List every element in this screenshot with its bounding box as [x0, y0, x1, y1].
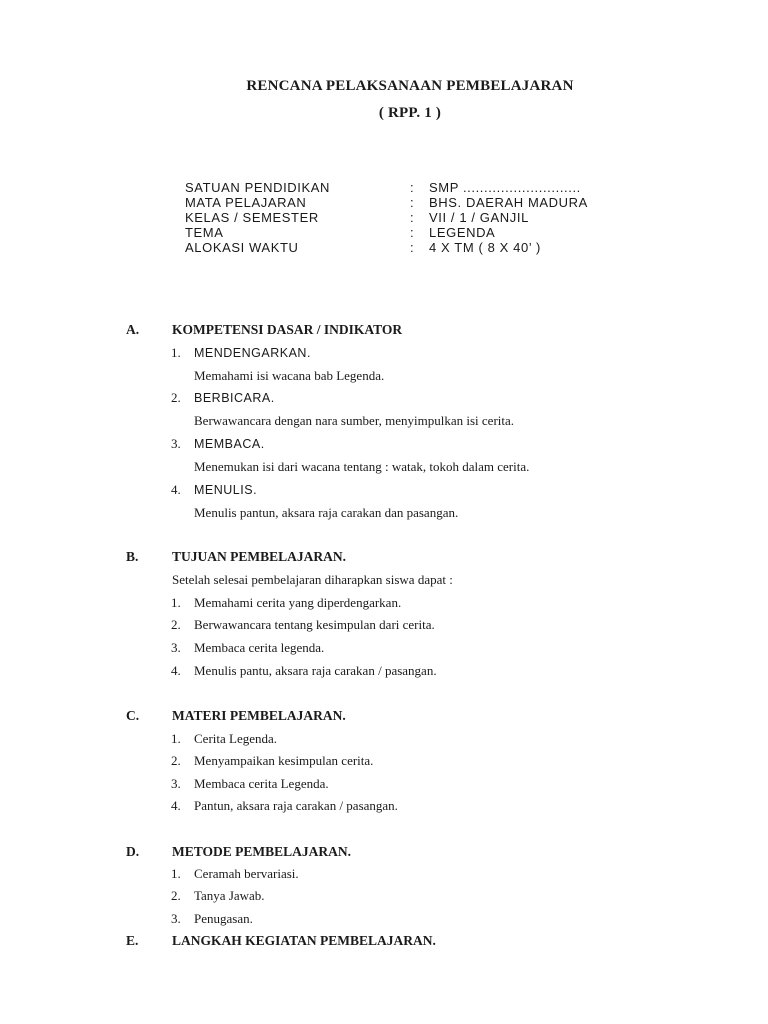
- list-item: Menyampaikan kesimpulan cerita.: [194, 753, 374, 768]
- section-letter-a: A.: [126, 322, 140, 337]
- list-item-heading: MENULIS.: [194, 483, 258, 497]
- list-number: 3.: [171, 640, 181, 655]
- list-number: 4.: [171, 663, 181, 678]
- section-letter-d: D.: [126, 844, 140, 859]
- list-item: Memahami cerita yang diperdengarkan.: [194, 595, 402, 610]
- info-colon: :: [410, 240, 415, 255]
- list-item-desc: Memahami isi wacana bab Legenda.: [194, 368, 385, 383]
- list-item: Membaca cerita legenda.: [194, 640, 325, 655]
- list-item: Ceramah bervariasi.: [194, 866, 299, 881]
- list-number: 4.: [171, 482, 181, 497]
- list-number: 1.: [171, 595, 181, 610]
- list-number: 4.: [171, 798, 181, 813]
- info-label: MATA PELAJARAN: [185, 195, 307, 210]
- list-item: Menulis pantu, aksara raja carakan / pasangan.: [194, 663, 437, 678]
- list-number: 1.: [171, 731, 181, 746]
- list-number: 3.: [171, 911, 181, 926]
- info-value: SMP ............................: [429, 180, 581, 195]
- info-colon: :: [410, 210, 415, 225]
- section-title-c: MATERI PEMBELAJARAN.: [172, 708, 346, 723]
- info-value: BHS. DAERAH MADURA: [429, 195, 588, 210]
- list-number: 2.: [171, 753, 181, 768]
- list-item: Penugasan.: [194, 911, 253, 926]
- section-letter-b: B.: [126, 549, 139, 564]
- list-number: 1.: [171, 866, 181, 881]
- info-colon: :: [410, 195, 415, 210]
- section-title-d: METODE PEMBELAJARAN.: [172, 844, 352, 859]
- list-number: 2.: [171, 390, 181, 405]
- list-item-desc: Menulis pantun, aksara raja carakan dan pasangan.: [194, 505, 459, 520]
- document-title: RENCANA PELAKSANAAN PEMBELAJARAN: [246, 78, 574, 94]
- list-number: 3.: [171, 776, 181, 791]
- info-colon: :: [410, 225, 415, 240]
- list-item: Pantun, aksara raja carakan / pasangan.: [194, 798, 398, 813]
- list-item-heading: MENDENGARKAN.: [194, 346, 311, 360]
- info-value: VII / 1 / GANJIL: [429, 210, 529, 225]
- list-number: 2.: [171, 888, 181, 903]
- section-title-a: KOMPETENSI DASAR / INDIKATOR: [172, 322, 403, 337]
- list-item-desc: Menemukan isi dari wacana tentang : watak, tokoh dalam cerita.: [194, 459, 530, 474]
- list-number: 3.: [171, 436, 181, 451]
- list-number: 1.: [171, 345, 181, 360]
- section-letter-c: C.: [126, 708, 140, 723]
- info-label: KELAS / SEMESTER: [185, 210, 319, 225]
- list-item: Berwawancara tentang kesimpulan dari cerita.: [194, 617, 435, 632]
- info-value: LEGENDA: [429, 225, 496, 240]
- info-value: 4 X TM ( 8 X 40’ ): [429, 240, 541, 255]
- list-number: 2.: [171, 617, 181, 632]
- section-title-e: LANGKAH KEGIATAN PEMBELAJARAN.: [172, 933, 436, 948]
- info-label: TEMA: [185, 225, 224, 240]
- section-letter-e: E.: [126, 933, 139, 948]
- list-item-desc: Berwawancara dengan nara sumber, menyimpulkan isi cerita.: [194, 413, 515, 428]
- info-colon: :: [410, 180, 415, 195]
- list-item-heading: MEMBACA.: [194, 437, 265, 451]
- section-title-b: TUJUAN PEMBELAJARAN.: [172, 549, 347, 564]
- list-item-heading: BERBICARA.: [194, 391, 275, 405]
- document-subtitle: ( RPP. 1 ): [378, 105, 442, 121]
- list-item: Membaca cerita Legenda.: [194, 776, 329, 791]
- info-label: ALOKASI WAKTU: [185, 240, 299, 255]
- info-label: SATUAN PENDIDIKAN: [185, 180, 331, 195]
- list-item: Cerita Legenda.: [194, 731, 278, 746]
- section-intro: Setelah selesai pembelajaran diharapkan siswa dapat :: [172, 572, 453, 587]
- list-item: Tanya Jawab.: [194, 888, 265, 903]
